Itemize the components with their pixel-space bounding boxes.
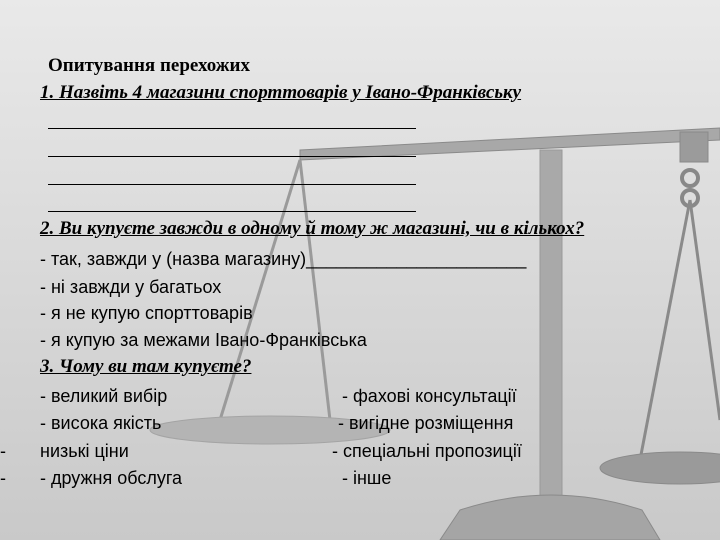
q2-option: - я купую за межами Івано-Франківська: [40, 330, 367, 350]
answer-line-2[interactable]: [48, 156, 416, 157]
q3-option-left: низькі ціни: [40, 441, 129, 461]
q3-option-left: - дружня обслуга: [40, 468, 183, 488]
margin-dash: -: [0, 468, 6, 488]
q3-option-right: - інше: [342, 468, 392, 488]
survey-title: Опитування перехожих: [48, 55, 250, 76]
question-1: 1. Назвіть 4 магазини спорттоварів у Івано-Франківську: [40, 82, 522, 103]
answer-line-1[interactable]: [48, 128, 416, 129]
q3-option-left: - висока якість: [40, 413, 162, 433]
q3-option-right: - фахові консультації: [342, 386, 517, 406]
question-3: 3. Чому ви там купуєте?: [40, 356, 252, 377]
answer-line-4[interactable]: [48, 211, 416, 212]
q3-option-right: - спеціальні пропозиції: [332, 441, 522, 461]
q2-option: - я не купую спорттоварів: [40, 303, 253, 323]
margin-dash: -: [0, 441, 6, 461]
answer-line-3[interactable]: [48, 184, 416, 185]
q2-option: - так, завжди у (назва магазину)______________________: [40, 249, 527, 269]
q2-option: - ні завжди у багатьох: [40, 277, 222, 297]
question-2: 2. Ви купуєте завжди в одному й тому ж магазині, чи в кількох?: [40, 218, 585, 239]
q3-option-right: - вигідне розміщення: [338, 413, 514, 433]
q3-option-left: - великий вибір: [40, 386, 168, 406]
